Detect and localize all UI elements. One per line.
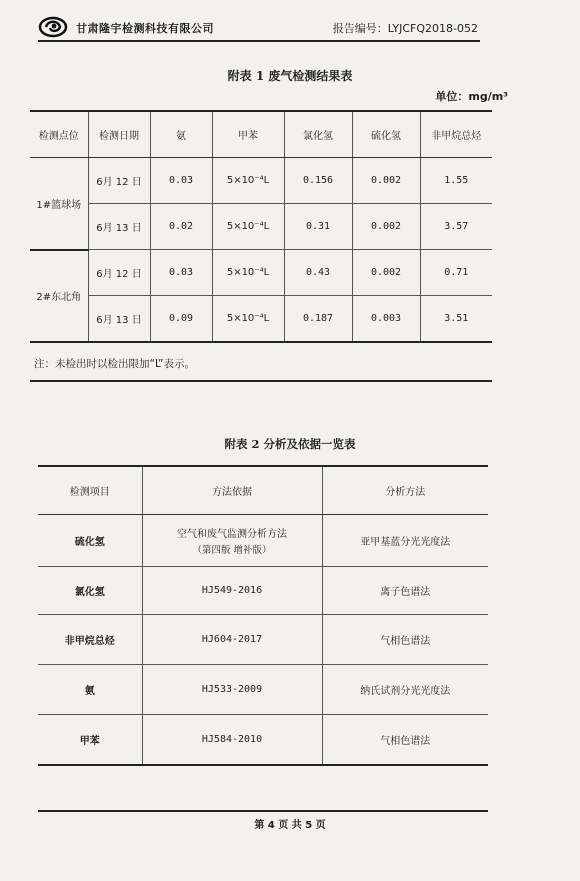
emission-results-table	[30, 110, 492, 343]
table-row	[30, 158, 492, 204]
header-cell: 方法依据	[142, 466, 322, 515]
ammonia-cell: 0.03	[150, 250, 212, 296]
toluene-cell: 5×10⁻⁴L	[212, 204, 284, 250]
table-header-row	[30, 111, 492, 158]
site-cell: 2#东北角	[30, 250, 88, 343]
table-header-row	[38, 466, 488, 515]
ammonia-cell: 0.09	[150, 296, 212, 343]
table-row	[38, 567, 488, 615]
method-cell: 亚甲基蓝分光光度法	[322, 515, 488, 567]
item-cell: 非甲烷总烃	[38, 615, 142, 665]
toluene-cell: 5×10⁻⁴L	[212, 296, 284, 343]
table-row	[38, 515, 488, 567]
h2s-cell: 0.002	[352, 158, 420, 204]
nmhc-cell: 1.55	[420, 158, 492, 204]
company-logo-icon	[38, 16, 68, 38]
date-cell: 6月 12 日	[88, 158, 150, 204]
item-cell: 甲苯	[38, 715, 142, 765]
table-row	[38, 715, 488, 765]
hcl-cell: 0.43	[284, 250, 352, 296]
hcl-cell: 0.187	[284, 296, 352, 343]
company-name: 甘肃隆宇检测科技有限公司	[76, 22, 214, 35]
basis-cell: HJ533-2009	[142, 665, 322, 715]
item-cell: 氨	[38, 665, 142, 715]
table-row	[38, 615, 488, 665]
hcl-cell: 0.31	[284, 204, 352, 250]
header-cell: 检测项目	[38, 466, 142, 515]
page-number: 第 4 页 共 5 页	[254, 820, 326, 831]
basis-cell	[142, 515, 322, 567]
header-cell: 检测日期	[88, 111, 150, 158]
basis-subtext: （第四版 增补版）	[192, 545, 272, 556]
header-cell: 氯化氢	[284, 111, 352, 158]
table-row	[38, 665, 488, 715]
method-cell: 气相色谱法	[322, 615, 488, 665]
basis-cell: HJ604-2017	[142, 615, 322, 665]
basis-cell: HJ584-2010	[142, 715, 322, 765]
toluene-cell: 5×10⁻⁴L	[212, 158, 284, 204]
ammonia-cell: 0.02	[150, 204, 212, 250]
table1-title: 附表 1 废气检测结果表	[227, 69, 353, 83]
h2s-cell: 0.002	[352, 204, 420, 250]
method-cell: 纳氏试剂分光光度法	[322, 665, 488, 715]
date-cell: 6月 13 日	[88, 204, 150, 250]
table2-title: 附表 2 分析及依据一览表	[224, 437, 356, 451]
table-row	[30, 250, 492, 296]
toluene-cell: 5×10⁻⁴L	[212, 250, 284, 296]
nmhc-cell: 3.51	[420, 296, 492, 343]
table-row	[30, 296, 492, 343]
nmhc-cell: 0.71	[420, 250, 492, 296]
basis-cell: HJ549-2016	[142, 567, 322, 615]
footer-divider	[38, 810, 488, 812]
header-cell: 非甲烷总烃	[420, 111, 492, 158]
header-cell: 分析方法	[322, 466, 488, 515]
table1-unit: 单位：mg/m³	[435, 90, 508, 103]
h2s-cell: 0.003	[352, 296, 420, 343]
header-cell: 检测点位	[30, 111, 88, 158]
hcl-cell: 0.156	[284, 158, 352, 204]
report-number: 报告编号：LYJCFQ2018-052	[332, 22, 478, 35]
ammonia-cell: 0.03	[150, 158, 212, 204]
item-cell: 硫化氢	[38, 515, 142, 567]
analysis-basis-table	[38, 465, 488, 766]
header-divider	[38, 40, 480, 42]
section-divider	[30, 380, 492, 382]
method-cell: 气相色谱法	[322, 715, 488, 765]
date-cell: 6月 13 日	[88, 296, 150, 343]
table1-note: 注：未检出时以检出限加“L”表示。	[34, 358, 195, 370]
h2s-cell: 0.002	[352, 250, 420, 296]
basis-text: 空气和废气监测分析方法	[177, 529, 287, 540]
nmhc-cell: 3.57	[420, 204, 492, 250]
method-cell: 离子色谱法	[322, 567, 488, 615]
header-cell: 氨	[150, 111, 212, 158]
page-header	[38, 14, 478, 42]
site-cell: 1#篮球场	[30, 158, 88, 250]
header-cell: 硫化氢	[352, 111, 420, 158]
table-row	[30, 204, 492, 250]
date-cell: 6月 12 日	[88, 250, 150, 296]
item-cell: 氯化氢	[38, 567, 142, 615]
header-cell: 甲苯	[212, 111, 284, 158]
